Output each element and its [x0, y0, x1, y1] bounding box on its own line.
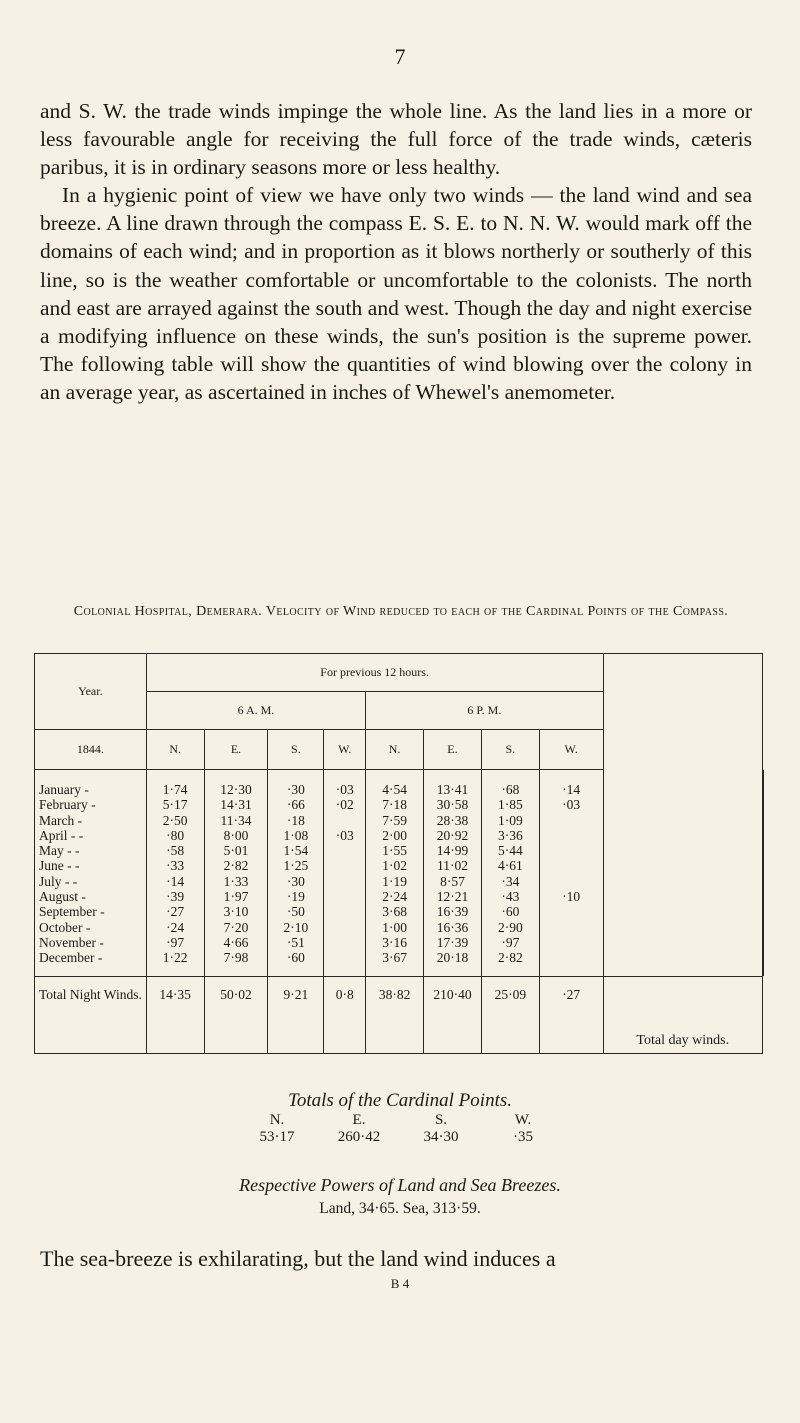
cell: 1·97	[223, 889, 249, 905]
cell: 7·20	[223, 919, 249, 935]
cell: 2·50	[162, 812, 188, 828]
cardinal-header: S.	[434, 1112, 448, 1128]
cardinal-headers	[0, 1112, 800, 1129]
cell: 3·68	[382, 904, 407, 920]
cell: 3·10	[223, 904, 249, 920]
cell: 5·01	[223, 843, 249, 859]
cell: ·97	[166, 934, 185, 950]
cell: 16·36	[436, 919, 469, 935]
header-am-s: S.	[268, 730, 324, 770]
cell: ·03	[335, 782, 354, 797]
total-day-label: Total day winds.	[603, 976, 762, 1053]
paragraph-hygienic: In a hygienic point of view we have only two winds — the land wind and sea breeze. A line drawn through the compass E. S. E. to N. N. W. would mark off the domains of each wind; and in proportion as it blows northerly or southerly of this line, so is the weather comfortable or uncomfortable to the colonists. The north and east are arrayed against the south and west. Though the day and night exercise a modifying influence on these winds, the sun's position is the supreme power. The following table will show the quantities of wind blowing over the colony in an average year, as ascertained in inches of Whewel's anemometer.	[40, 183, 752, 405]
cardinal-header: W.	[514, 1112, 532, 1128]
header-1844: 1844.	[35, 730, 147, 770]
cell: 7·98	[223, 950, 249, 966]
cell: 30·58	[436, 797, 469, 813]
cell: 1·54	[283, 843, 309, 859]
cell: 3·16	[382, 934, 407, 950]
cell: ·30	[286, 782, 305, 797]
cell: 2·00	[382, 827, 407, 843]
month-label: February -	[39, 797, 96, 813]
header-previous-hours: For previous 12 hours.	[146, 654, 603, 692]
cell: 13·41	[436, 782, 469, 797]
cell	[540, 813, 603, 890]
cell: ·60	[286, 950, 305, 966]
cardinal-values	[0, 1129, 800, 1146]
cell: 1·09	[497, 812, 523, 828]
cell: 28·38	[436, 812, 469, 828]
cell: ·14	[562, 782, 581, 797]
cell: 5·17	[162, 797, 188, 813]
cell: ·18	[286, 812, 305, 828]
header-6pm: 6 P. M.	[366, 692, 603, 730]
powers-title: Respective Powers of Land and Sea Breezes.	[239, 1175, 561, 1195]
total-cell: 210·40	[424, 976, 482, 1053]
cell: 1·33	[223, 873, 249, 889]
cell: ·39	[166, 889, 185, 905]
cell: ·03	[562, 797, 581, 813]
month-label: September -	[39, 904, 105, 920]
cell: ·66	[286, 797, 305, 813]
cell: ·58	[166, 843, 185, 859]
wind-velocity-table	[34, 653, 764, 1054]
am-e-column	[204, 770, 268, 977]
cardinal-totals	[0, 1090, 800, 1146]
cell: 2·10	[283, 919, 309, 935]
total-cell: 50·02	[204, 976, 268, 1053]
cell: 14·31	[220, 797, 252, 813]
cardinal-header: E.	[352, 1112, 366, 1128]
header-blank	[603, 654, 762, 977]
blank-column	[763, 770, 764, 977]
cell: ·03	[335, 827, 354, 843]
cell: 20·18	[436, 950, 469, 966]
header-pm-e: E.	[424, 730, 482, 770]
cell: 1·22	[162, 950, 188, 966]
cell: 1·00	[382, 919, 407, 935]
cell: ·43	[501, 889, 520, 905]
cell	[324, 813, 365, 828]
month-label: July - -	[39, 873, 78, 889]
cell: ·10	[562, 889, 581, 905]
total-row	[35, 976, 764, 1053]
header-am-e: E.	[204, 730, 268, 770]
cell: ·19	[286, 889, 305, 905]
total-night-label: Total Night Winds.	[35, 976, 147, 1053]
breeze-powers	[0, 1175, 800, 1218]
month-label: November -	[39, 934, 104, 950]
cell: ·50	[286, 904, 305, 920]
cell: 1·19	[382, 873, 407, 889]
month-label: August -	[39, 889, 86, 905]
cardinal-value: ·35	[513, 1129, 533, 1145]
cell: ·97	[501, 934, 520, 950]
cell: ·02	[335, 797, 354, 813]
month-label: December -	[39, 950, 103, 966]
cardinal-value: 53·17	[259, 1129, 295, 1145]
cell: 12·30	[220, 782, 252, 797]
cell: 1·08	[283, 827, 309, 843]
cell: 16·39	[436, 904, 469, 920]
cell: 1·74	[162, 782, 188, 797]
am-n-column	[146, 770, 204, 977]
header-6am: 6 A. M.	[146, 692, 365, 730]
header-year: Year.	[35, 654, 147, 730]
month-label: April - -	[39, 827, 84, 843]
pm-e-column	[424, 770, 482, 977]
cell: 14·99	[436, 843, 469, 859]
pm-w-column	[539, 770, 603, 977]
cell: 3·67	[382, 950, 407, 966]
cell: 1·25	[283, 858, 309, 874]
months-column	[35, 770, 147, 977]
cell: 1·55	[382, 843, 407, 859]
cell: 1·02	[382, 858, 407, 874]
cell: ·33	[166, 858, 185, 874]
pm-n-column	[366, 770, 424, 977]
total-cell: 0·8	[324, 976, 366, 1053]
cell: 4·66	[223, 934, 249, 950]
table-title: Colonial Hospital, Demerara. Velocity of Wind reduced to each of the Cardinal Points of the Compass.	[73, 604, 729, 619]
cell: 3·36	[497, 827, 523, 843]
cell: 17·39	[436, 934, 469, 950]
cardinal-title: Totals of the Cardinal Points.	[288, 1090, 512, 1111]
cell: 7·18	[382, 797, 407, 813]
page-number: 7	[394, 44, 406, 69]
cell: 4·61	[497, 858, 523, 874]
cell: 2·90	[497, 919, 523, 935]
header-pm-n: N.	[366, 730, 424, 770]
total-cell: 9·21	[268, 976, 324, 1053]
cell: 11·34	[220, 812, 252, 828]
month-label: May - -	[39, 843, 80, 859]
cardinal-value: 260·42	[337, 1129, 381, 1145]
cell: 2·82	[223, 858, 249, 874]
cell: 20·92	[436, 827, 469, 843]
month-label: June - -	[39, 858, 80, 874]
cell: 12·21	[436, 889, 469, 905]
header-am-w: W.	[324, 730, 366, 770]
am-s-column	[268, 770, 324, 977]
cell: 8·00	[223, 827, 249, 843]
cell: ·60	[501, 904, 520, 920]
cell: 7·59	[382, 812, 407, 828]
header-pm-s: S.	[481, 730, 539, 770]
am-w-column	[324, 770, 366, 977]
wind-table-container	[34, 653, 764, 1054]
final-paragraph: The sea-breeze is exhilarating, but the land wind induces a	[40, 1246, 556, 1271]
header-am-n: N.	[146, 730, 204, 770]
cell: ·68	[501, 782, 520, 797]
cell: ·14	[166, 873, 185, 889]
total-cell: 38·82	[366, 976, 424, 1053]
cell: 1·85	[497, 797, 523, 813]
total-cell: 25·09	[481, 976, 539, 1053]
month-label: January -	[39, 782, 89, 797]
total-cell: 14·35	[146, 976, 204, 1053]
cell: 5·44	[497, 843, 523, 859]
cell: ·51	[286, 934, 305, 950]
month-label: March -	[39, 812, 83, 828]
total-cell: ·27	[539, 976, 603, 1053]
cell: 2·82	[497, 950, 523, 966]
powers-values: Land, 34·65. Sea, 313·59.	[319, 1200, 481, 1217]
cell: 11·02	[436, 858, 468, 874]
cardinal-header: N.	[269, 1112, 285, 1128]
cell: 4·54	[382, 782, 407, 797]
cell: ·80	[166, 827, 185, 843]
paragraph-trade-winds: and S. W. the trade winds impinge the whole line. As the land lies in a more or less favourable angle for receiving the full force of the trade winds, cæteris paribus, it is in ordinary seasons more or less healthy.	[40, 99, 752, 180]
header-pm-w: W.	[539, 730, 603, 770]
signature-mark: B 4	[390, 1276, 410, 1291]
month-label: October -	[39, 919, 91, 935]
cell: 2·24	[382, 889, 407, 905]
cell: ·30	[286, 873, 305, 889]
cardinal-value: 34·30	[423, 1129, 459, 1145]
cell: ·24	[166, 919, 185, 935]
cell: 8·57	[440, 873, 465, 889]
cell: ·27	[166, 904, 185, 920]
cell: ·34	[501, 873, 520, 889]
pm-s-column	[481, 770, 539, 977]
